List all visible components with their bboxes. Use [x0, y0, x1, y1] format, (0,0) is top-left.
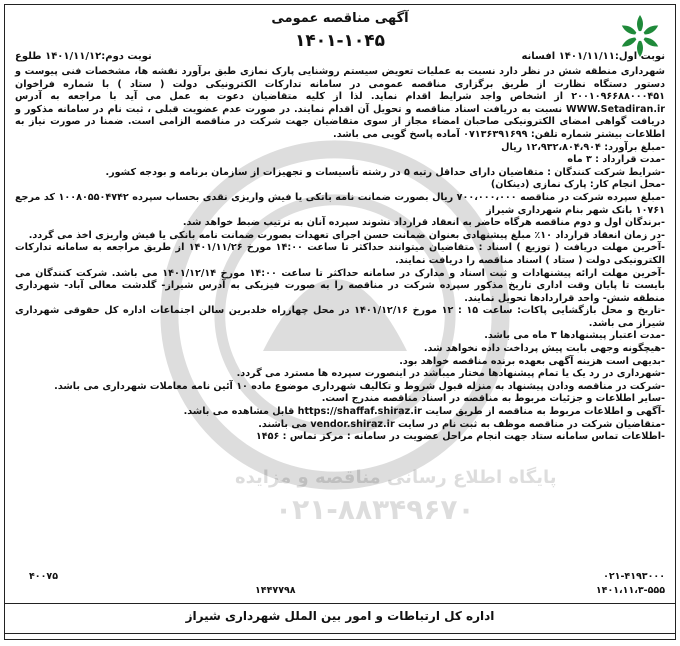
- body-paragraph: شهرداری منطقه شش در نظر دارد نسبت به عملیات تعویض سیستم روشنایی پارک نمازی طبق برآورد نقشه ها، مشخصات فنی پیوست و دستور دستگاه نظارت از طریق برگزاری مناقصه عمومی در سامانه تدارکات الکترونیکی دولت ( ستاد ) با شماره فراخوان ۲۰۰۱۰۹۶۶۸۸۰۰۰۴۵۱ از اشخاص واجد شرایط اقدام نماید. لذا از کلیه متقاضیان دعوت به عمل می آید با مراجعه به آدرس WWW.Setadiran.ir نسبت به دریافت اسناد مناقصه و تحویل آن اقدام نمایند. در صورت عدم عضویت قبلی ، ثبت نام در سامانه مذکور و دریافت گواهی امضای الکترونیکی صاحبان امضاء مجاز از سوی متقاضیان جهت شرکت در مناقصه الزامی است. ضمنا در صورت نیاز به اطلاعات بیشتر شماره تلفن: ۰۷۱۳۶۳۹۱۶۹۹ آماده پاسخ گویی می باشد.: [15, 66, 665, 140]
- footer-code-right: ۰۲۱-۴۱۹۳۰۰۰: [603, 571, 665, 582]
- footer-codes: [15, 571, 665, 601]
- publication-dates: [15, 51, 665, 65]
- body-paragraph: -شرایط شرکت کنندگان : متقاضیان دارای حداقل رتبه ۵ در رشته تأسیسات و تجهیزات از سازمان برنامه و بودجه کشور.: [105, 166, 665, 178]
- body-paragraph: -سایر اطلاعات و جزئیات مربوط به مناقصه در اسناد مناقصه مندرج است.: [321, 393, 665, 405]
- body-paragraph: -مبلغ سپرده شرکت در مناقصه ۷۰۰،۰۰۰،۰۰۰ ریال بصورت ضمانت نامه بانکی یا فیش واریزی نقدی بحساب سپرده ۱۰۰۸۰۵۵۰۴۷۴۲ کد مرجع ۱۰۷۶۱ بانک شهر بنام شهرداری شیراز: [15, 191, 665, 216]
- body-paragraph: -تاریخ و محل بازگشایی پاکات: ساعت ۱۵ : ۱۲ مورخ ۱۴۰۱/۱۲/۱۶ در محل چهارراه خلدبرین سالن اجتماعات اداره کل حقوقی شهرداری شیراز می باشد.: [15, 305, 665, 329]
- body-paragraph: -آخرین مهلت دریافت ( توزیع ) اسناد : متقاضیان میتوانند حداکثر تا ساعت ۱۴:۰۰ مورخ ۱۴۰۱/۱۱/۲۶ از طریق مراجعه به سامانه تدارکات الکترونیکی دولت ( ستاد ) اسناد مناقصه را دریافت نمایند.: [15, 242, 665, 266]
- body-paragraph: -بدیهی است هزینه آگهی بعهده برنده مناقصه خواهد بود.: [399, 355, 665, 367]
- footer-code-mid: ۱۴۴۷۷۹۸: [255, 585, 296, 596]
- body-paragraph: -آگهی و اطلاعات مربوط به مناقصه از طریق سایت https://shaffaf.shiraz.ir قابل مشاهده می باشد.: [183, 406, 665, 418]
- body-paragraph: -اطلاعات تماس سامانه ستاد جهت انجام مراحل عضویت در سامانه : مرکز تماس : ۱۴۵۶: [255, 431, 665, 443]
- announcement-body: [15, 66, 665, 444]
- body-paragraph: -هیچگونه وجهی بابت پیش پرداخت داده نخواهد شد.: [423, 343, 665, 355]
- body-paragraph: -مبلغ برآورد: ۱۲،۹۳۲،۸۰۴،۹۰۴ ریال: [501, 141, 665, 153]
- watermark-text: پایگاه اطلاع رسانی مناقصه و مزایده: [235, 467, 557, 488]
- footer-bottom-rule: [5, 633, 675, 634]
- first-publication: نوبت اول:۱۴۰۱/۱۱/۱۱ افسانه: [521, 51, 665, 62]
- body-paragraph: -برندگان اول و دوم مناقصه هرگاه حاضر به انعقاد قرارداد نشوند سپرده آنان به ترتیب ضبط خواهد شد.: [182, 217, 665, 229]
- footer-department-title: اداره کل ارتباطات و امور بین الملل شهرداری شیراز: [185, 609, 495, 623]
- body-paragraph: -متقاضیان شرکت در مناقصه موظف به ثبت نام در سایت vendor.shiraz.ir می باشند.: [258, 418, 665, 430]
- announcement-title: آگهی مناقصه عمومی: [271, 11, 409, 26]
- body-paragraph: -آخرین مهلت ارائه پیشنهادات و ثبت اسناد و مدارک در سامانه حداکثر تا ساعت ۱۴:۰۰ مورخ ۱۴۰۱/۱۲/۱۴ می باشد. شرکت کنندگان می بایست تا پایان وقت اداری تاریخ مذکور سپرده شرکت در مناقصه را به صورت فیزیکی به آدرس شیراز- گلدشت معالی آباد- شهرداری منطقه شش- واحد قراردادها تحویل نمایند.: [15, 267, 666, 304]
- second-publication: نوبت دوم:۱۴۰۱/۱۱/۱۲ طلوع: [15, 51, 152, 62]
- body-paragraph: -مدت اعتبار پیشنهادها ۳ ماه می باشد.: [484, 330, 665, 342]
- body-paragraph: -شرکت در مناقصه ودادن پیشنهاد به منزله قبول شروط و تکالیف شهرداری موضوع ماده ۱۰ آئین نامه معاملات شهرداری می باشد.: [54, 380, 665, 392]
- body-paragraph: -محل انجام کار: پارک نمازی (دینکان): [490, 179, 665, 191]
- body-paragraph: -شهرداری در رد یک یا تمام پیشنهادها مختار میباشد در اینصورت سپرده ها مسترد می گردد.: [236, 368, 665, 380]
- footer-code-date: ۱۴۰۱،۱۱،۳-۵۵۵: [595, 585, 665, 596]
- footer-divider: [5, 603, 675, 604]
- announcement-number: ۱۴۰۱-۱۰۴۵: [294, 31, 386, 51]
- footer-code-left: ۴۰۰۷۵: [29, 571, 58, 582]
- body-paragraph: -مدت قرارداد : ۳ ماه: [567, 154, 665, 166]
- watermark-phone: ۰۲۱-۸۸۳۴۹۶۷۰: [275, 493, 475, 526]
- body-paragraph: -در زمان انعقاد قرارداد ۱۰٪ مبلغ پیشنهادی بعنوان ضمانت حسن اجرای تعهدات بصورت ضمانت نامه بانکی یا فیش واریزی اخذ می گردد.: [28, 229, 665, 241]
- announcement-page: [4, 4, 676, 640]
